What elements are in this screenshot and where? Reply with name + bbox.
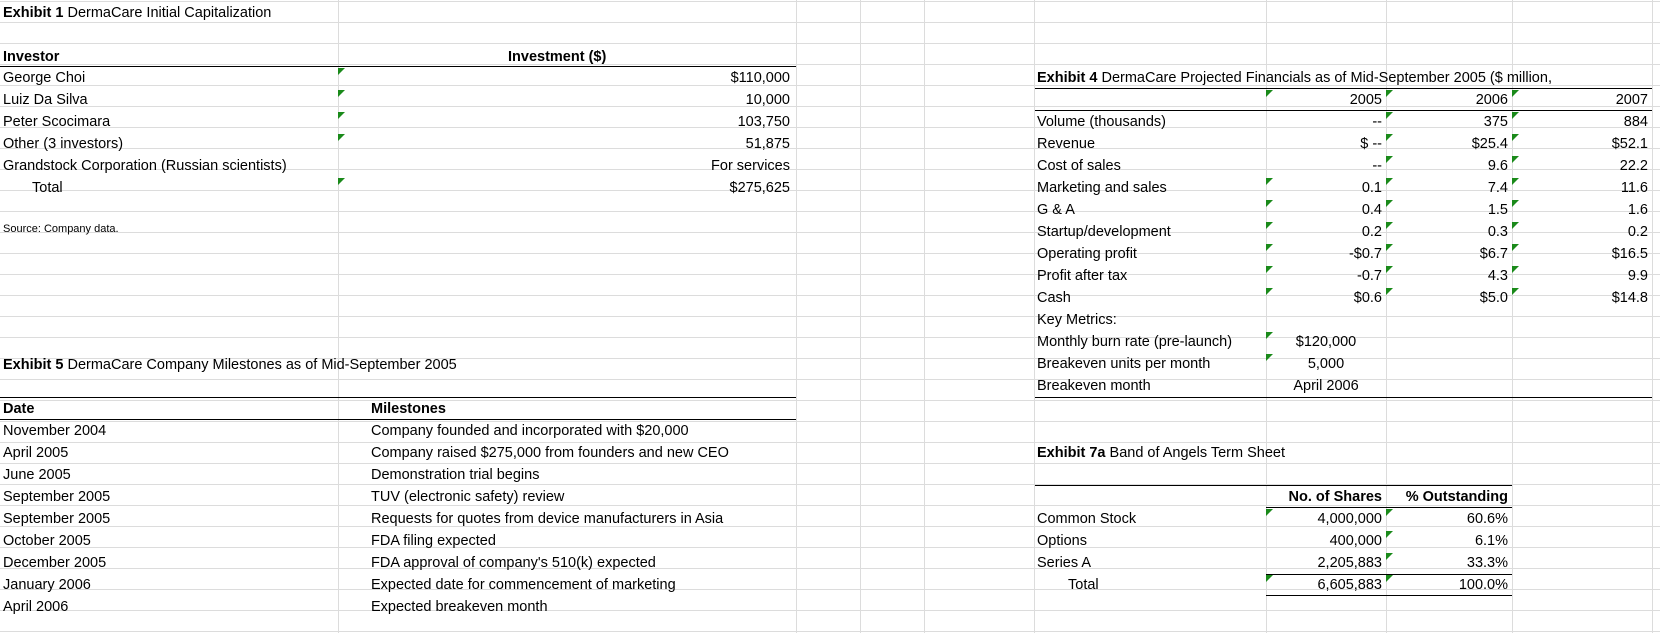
exhibit5-row-milestone: TUV (electronic safety) review [371, 489, 565, 505]
exhibit5-row-milestone: Expected breakeven month [371, 599, 548, 615]
exhibit4-row-label: Startup/development [1037, 224, 1171, 240]
exhibit4-row-label: Cost of sales [1037, 158, 1121, 174]
exhibit5-col-milestones: Milestones [371, 401, 446, 417]
exhibit4-cell-2006: $6.7 [1479, 246, 1508, 262]
cell-note-marker [1386, 222, 1393, 229]
exhibit1-source: Source: Company data. [3, 223, 119, 235]
exhibit1-title-rest: DermaCare Initial Capitalization [67, 5, 272, 21]
exhibit5-row-date: January 2006 [3, 577, 91, 593]
exhibit1-row-name: Peter Scocimara [3, 114, 111, 130]
exhibit5-row-milestone: FDA filing expected [371, 533, 496, 549]
cell-note-marker [1386, 244, 1393, 251]
exhibit1-row-amount: For services [711, 158, 790, 174]
exhibit7a-col-shares: No. of Shares [1288, 489, 1382, 505]
exhibit5-title-rest: DermaCare Company Milestones as of Mid-September 2005 [67, 357, 457, 373]
cell-note-marker [1386, 553, 1393, 560]
cell-note-marker [1266, 332, 1273, 339]
exhibit4-cell-2006: $25.4 [1471, 136, 1508, 152]
exhibit5-row-date: November 2004 [3, 423, 107, 439]
exhibit4-metric-value: 5,000 [1307, 356, 1345, 372]
exhibit1-row-amount: $275,625 [729, 180, 790, 196]
exhibit7a-cell-pct: 60.6% [1466, 511, 1508, 527]
exhibit7a-row-label: Options [1037, 533, 1087, 549]
exhibit4-row-label: Profit after tax [1037, 268, 1128, 284]
exhibit5-col-date: Date [3, 401, 35, 417]
cell-note-marker [1266, 575, 1273, 582]
exhibit4-cell-2005: -0.7 [1357, 268, 1382, 284]
exhibit4-title [1037, 68, 1552, 88]
exhibit7a-cell-shares: 4,000,000 [1317, 511, 1382, 527]
cell-note-marker [1512, 134, 1519, 141]
cell-note-marker [1512, 90, 1519, 97]
exhibit4-row-label: Cash [1037, 290, 1071, 306]
exhibit4-row-label: Volume (thousands) [1037, 114, 1166, 130]
exhibit4-row-label: G & A [1037, 202, 1075, 218]
exhibit4-cell-2006: 0.3 [1487, 224, 1508, 240]
exhibit7a-row-label: Total [1068, 577, 1099, 593]
exhibit7a-col-pct: % Outstanding [1405, 489, 1508, 505]
cell-note-marker [1512, 244, 1519, 251]
exhibit4-cell-2007: 11.6 [1620, 180, 1648, 196]
cell-note-marker [1266, 509, 1273, 516]
exhibit7a-title-bold: Exhibit 7a [1037, 445, 1106, 461]
exhibit1-title [3, 3, 271, 23]
cell-note-marker [1266, 200, 1273, 207]
exhibit4-row-label: Operating profit [1037, 246, 1137, 262]
cell-note-marker [1386, 156, 1393, 163]
exhibit1-title-bold: Exhibit 1 [3, 5, 64, 21]
exhibit1-row-amount: 51,875 [745, 136, 790, 152]
exhibit1-row-name: George Choi [3, 70, 86, 86]
cell-note-marker [1386, 575, 1393, 582]
exhibit4-metric-label: Breakeven units per month [1037, 356, 1211, 372]
cell-note-marker [338, 112, 345, 119]
exhibit4-bottom-rule [1035, 397, 1652, 398]
exhibit4-metric-label: Breakeven month [1037, 378, 1151, 394]
cell-note-marker [1266, 266, 1273, 273]
cell-note-marker [1512, 266, 1519, 273]
exhibit1-col-investment: Investment ($) [508, 49, 607, 65]
exhibit1-row-amount: 103,750 [737, 114, 790, 130]
cell-note-marker [338, 68, 345, 75]
exhibit1-header-rule [0, 66, 796, 67]
exhibit7a-cell-shares: 6,605,883 [1317, 577, 1382, 593]
exhibit1-row-name: Other (3 investors) [3, 136, 124, 152]
exhibit5-row-date: December 2005 [3, 555, 107, 571]
exhibit4-row-label: Revenue [1037, 136, 1096, 152]
exhibit1-row-amount: $110,000 [730, 70, 790, 86]
exhibit4-cell-2005: -- [1372, 114, 1382, 130]
exhibit5-row-date: June 2005 [3, 467, 71, 483]
exhibit4-metric-value: April 2006 [1293, 378, 1359, 394]
exhibit7a-title-rest: Band of Angels Term Sheet [1109, 445, 1285, 461]
exhibit1-row-name: Luiz Da Silva [3, 92, 88, 108]
exhibit1-row-name: Grandstock Corporation (Russian scientists) [3, 158, 287, 174]
exhibit7a-title [1037, 443, 1285, 463]
exhibit5-row-milestone: Company founded and incorporated with $20,000 [371, 423, 689, 439]
cell-note-marker [1512, 156, 1519, 163]
cell-note-marker [338, 90, 345, 97]
cell-note-marker [1266, 90, 1273, 97]
exhibit4-title-bold: Exhibit 4 [1037, 70, 1098, 86]
exhibit4-cell-2006: 375 [1483, 114, 1508, 130]
exhibit4-cell-2007: 9.9 [1627, 268, 1648, 284]
exhibit4-cell-2005: 0.4 [1361, 202, 1382, 218]
cell-note-marker [338, 178, 345, 185]
exhibit4-cell-2005: $0.6 [1353, 290, 1382, 306]
cell-note-marker [1386, 178, 1393, 185]
exhibit4-metric-value: $120,000 [1295, 334, 1357, 350]
exhibit4-title-rule [1035, 88, 1652, 89]
exhibit4-cell-2005: 0.1 [1361, 180, 1382, 196]
exhibit4-row-label: Marketing and sales [1037, 180, 1167, 196]
exhibit4-cell-2005: -$0.7 [1348, 246, 1382, 262]
exhibit7a-header-rule [1266, 507, 1512, 508]
exhibit7a-cell-shares: 400,000 [1329, 533, 1382, 549]
exhibit4-cell-2005: 0.2 [1361, 224, 1382, 240]
cell-note-marker [1386, 112, 1393, 119]
cell-note-marker [1512, 288, 1519, 295]
exhibit4-cell-2007: 884 [1623, 114, 1648, 130]
exhibit7a-row-label: Series A [1037, 555, 1091, 571]
exhibit4-cell-2007: 22.2 [1619, 158, 1648, 174]
exhibit4-key-metrics-label: Key Metrics: [1037, 312, 1117, 328]
exhibit5-row-date: April 2005 [3, 445, 69, 461]
exhibit4-cell-2005: -- [1372, 158, 1382, 174]
exhibit5-row-date: September 2005 [3, 511, 111, 527]
exhibit5-row-date: April 2006 [3, 599, 69, 615]
cell-note-marker [1386, 200, 1393, 207]
exhibit1-row-name: Total [32, 180, 63, 196]
exhibit7a-cell-pct: 6.1% [1474, 533, 1508, 549]
exhibit4-cell-2007: 0.2 [1627, 224, 1648, 240]
exhibit4-year-2007: 2007 [1615, 92, 1648, 108]
exhibit5-header-rule-top [0, 397, 796, 398]
cell-note-marker [1266, 288, 1273, 295]
exhibit1-row-amount: 10,000 [745, 92, 790, 108]
exhibit4-cell-2007: $16.5 [1611, 246, 1648, 262]
exhibit1-col-investor: Investor [3, 49, 60, 65]
exhibit7a-row-label: Common Stock [1037, 511, 1137, 527]
exhibit4-cell-2006: 9.6 [1487, 158, 1508, 174]
cell-note-marker [1386, 90, 1393, 97]
cell-note-marker [1266, 354, 1273, 361]
exhibit7a-cell-pct: 33.3% [1466, 555, 1508, 571]
cell-note-marker [1266, 244, 1273, 251]
cell-note-marker [1266, 178, 1273, 185]
exhibit5-header-rule [0, 419, 796, 420]
exhibit7a-cell-shares: 2,205,883 [1317, 555, 1382, 571]
exhibit5-row-date: October 2005 [3, 533, 91, 549]
exhibit5-title-bold: Exhibit 5 [3, 357, 64, 373]
exhibit5-row-milestone: FDA approval of company's 510(k) expected [371, 555, 656, 571]
cell-note-marker [1386, 266, 1393, 273]
exhibit4-cell-2005: $ -- [1360, 136, 1382, 152]
cell-note-marker [1386, 288, 1393, 295]
exhibit4-header-rule [1035, 110, 1652, 111]
cell-note-marker [1512, 222, 1519, 229]
cell-note-marker [1266, 222, 1273, 229]
exhibit5-row-milestone: Demonstration trial begins [371, 467, 540, 483]
exhibit5-row-milestone: Company raised $275,000 from founders and new CEO [371, 445, 729, 461]
exhibit4-cell-2007: $14.8 [1611, 290, 1648, 306]
exhibit4-year-2006: 2006 [1475, 92, 1508, 108]
exhibit4-metric-label: Monthly burn rate (pre-launch) [1037, 334, 1233, 350]
cell-note-marker [1512, 112, 1519, 119]
exhibit7a-bottom-rule [1266, 595, 1512, 596]
exhibit5-row-date: September 2005 [3, 489, 111, 505]
exhibit5-row-milestone: Requests for quotes from device manufacturers in Asia [371, 511, 724, 527]
exhibit4-cell-2006: $5.0 [1479, 290, 1508, 306]
exhibit7a-header-rule-top [1035, 485, 1512, 486]
cell-note-marker [1512, 178, 1519, 185]
exhibit4-cell-2007: 1.6 [1627, 202, 1648, 218]
exhibit7a-cell-pct: 100.0% [1458, 577, 1508, 593]
cell-note-marker [1512, 200, 1519, 207]
exhibit4-cell-2006: 1.5 [1487, 202, 1508, 218]
exhibit4-cell-2007: $52.1 [1611, 136, 1648, 152]
exhibit4-year-2005: 2005 [1349, 92, 1382, 108]
exhibit4-cell-2006: 7.4 [1487, 180, 1508, 196]
cell-note-marker [338, 134, 345, 141]
cell-note-marker [1386, 134, 1393, 141]
exhibit4-title-rest: DermaCare Projected Financials as of Mid-September 2005 ($ million, [1101, 70, 1552, 86]
exhibit4-cell-2006: 4.3 [1487, 268, 1508, 284]
cell-note-marker [1386, 531, 1393, 538]
cell-note-marker [1386, 509, 1393, 516]
exhibit5-title [3, 355, 457, 375]
exhibit5-row-milestone: Expected date for commencement of marketing [371, 577, 676, 593]
